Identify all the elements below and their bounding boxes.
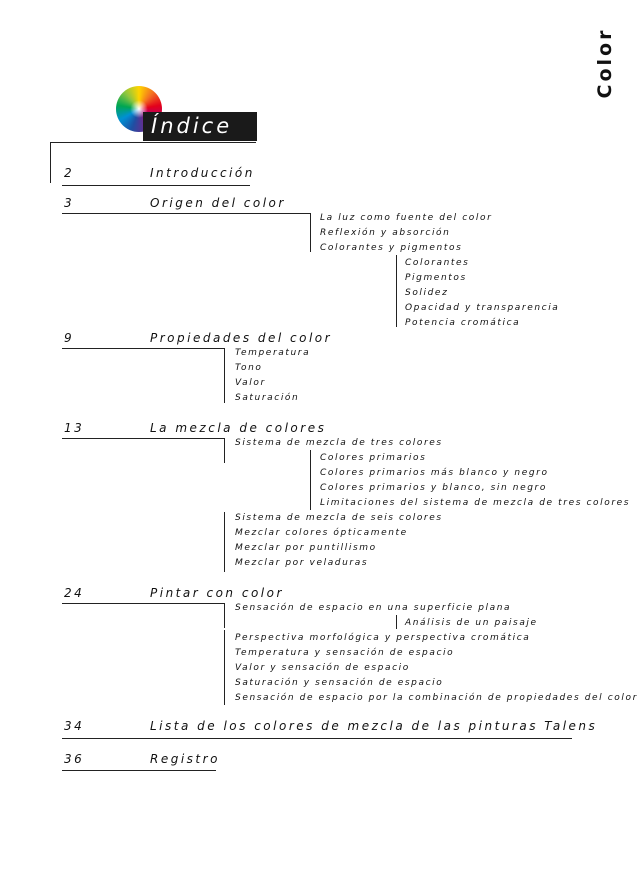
page-number: 9: [64, 331, 75, 345]
section-rule: [62, 770, 216, 771]
subtopic: La luz como fuente del color: [320, 213, 493, 223]
page-number: 24: [64, 586, 85, 600]
frame-left-rule: [50, 142, 51, 183]
subsubtopic: Análisis de un paisaje: [405, 618, 538, 628]
subsubtopic: Colores primarios más blanco y negro: [320, 468, 549, 478]
subsubtopic: Colores primarios: [320, 453, 427, 463]
subsubtopic: Potencia cromática: [405, 318, 521, 328]
page-number: 36: [64, 752, 85, 766]
section-bracket: [224, 348, 225, 403]
frame-top-rule: [50, 142, 256, 143]
section-title: Propiedades del color: [150, 331, 333, 345]
subtopic: Colorantes y pigmentos: [320, 243, 463, 253]
section-rule: [62, 348, 224, 349]
section-title: La mezcla de colores: [150, 421, 327, 435]
subtopic: Sistema de mezcla de tres colores: [235, 438, 443, 448]
subsubtopic: Colores primarios y blanco, sin negro: [320, 483, 547, 493]
section-bracket: [224, 512, 225, 572]
subtopic: Tono: [235, 363, 263, 373]
section-rule: [62, 185, 250, 186]
page-number: 34: [64, 719, 85, 733]
subtopic: Perspectiva morfológica y perspectiva cromática: [235, 633, 531, 643]
subtopic: Temperatura: [235, 348, 311, 358]
subsubtopic: Opacidad y transparencia: [405, 303, 560, 313]
section-title: Introducción: [150, 166, 255, 180]
subtopic: Valor: [235, 378, 266, 388]
side-title-text: Color: [594, 27, 616, 99]
section-rule: [62, 603, 224, 604]
subtopic: Reflexión y absorción: [320, 228, 451, 238]
subsubtopic: Pigmentos: [405, 273, 467, 283]
subtopic: Valor y sensación de espacio: [235, 663, 410, 673]
page-number: 3: [64, 196, 75, 210]
subtopic: Saturación: [235, 393, 300, 403]
section-title: Lista de los colores de mezcla de las pinturas Talens: [150, 719, 598, 733]
subtopic: Temperatura y sensación de espacio: [235, 648, 455, 658]
section-bracket: [224, 603, 225, 628]
subtopic: Sensación de espacio por la combinación de propiedades del color: [235, 693, 638, 703]
subtopic: Saturación y sensación de espacio: [235, 678, 444, 688]
subtopic-bracket: [396, 615, 397, 629]
subsubtopic: Limitaciones del sistema de mezcla de tres colores: [320, 498, 631, 508]
page-number: 2: [64, 166, 75, 180]
section-title: Registro: [150, 752, 220, 766]
page-number: 13: [64, 421, 85, 435]
section-title: Pintar con color: [150, 586, 284, 600]
subtopic-bracket: [396, 255, 397, 327]
section-rule: [62, 738, 572, 739]
section-bracket: [224, 438, 225, 463]
subtopic: Mezclar por puntillismo: [235, 543, 377, 553]
index-heading: Índice: [143, 112, 257, 141]
section-rule: [62, 213, 310, 214]
subsubtopic: Colorantes: [405, 258, 470, 268]
section-title: Origen del color: [150, 196, 286, 210]
subtopic: Sensación de espacio en una superficie plana: [235, 603, 512, 613]
section-bracket: [224, 630, 225, 705]
subtopic-bracket: [310, 450, 311, 510]
section-rule: [62, 438, 224, 439]
subtopic: Mezclar colores ópticamente: [235, 528, 408, 538]
side-title: [585, 28, 625, 98]
section-bracket: [310, 213, 311, 252]
subtopic: Sistema de mezcla de seis colores: [235, 513, 443, 523]
subtopic: Mezclar por veladuras: [235, 558, 369, 568]
subsubtopic: Solidez: [405, 288, 449, 298]
